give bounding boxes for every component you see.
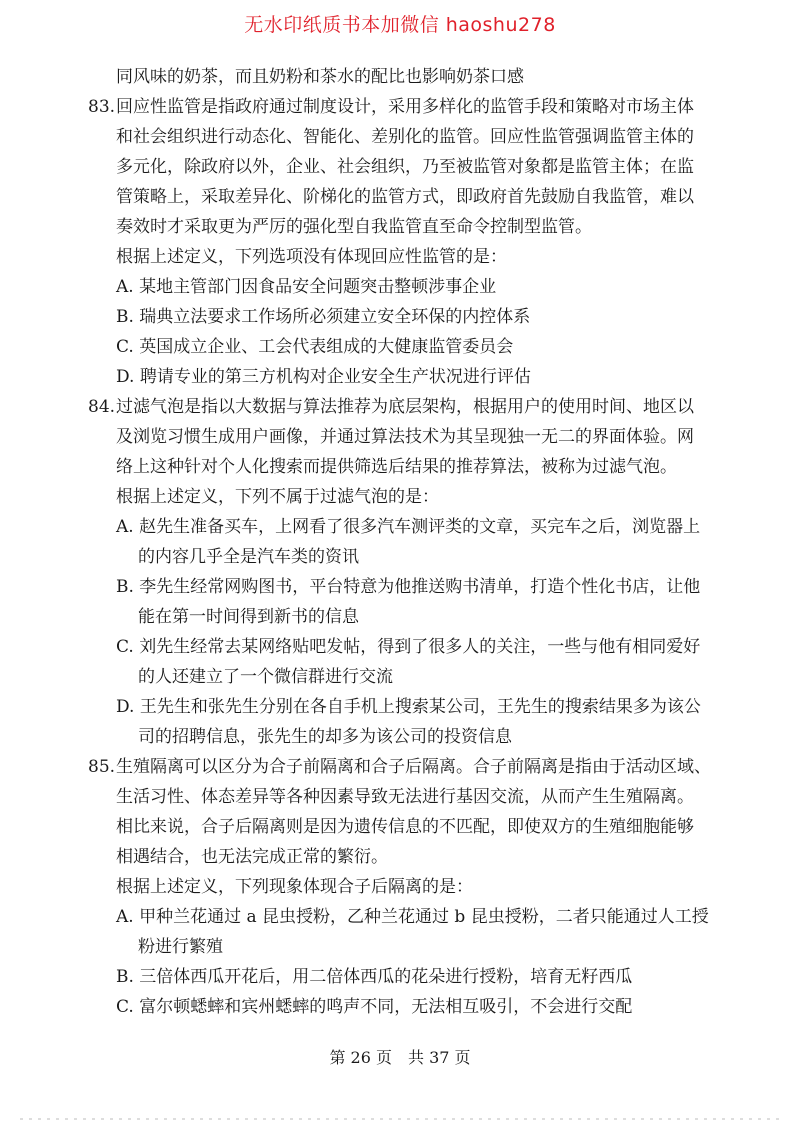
q83-text-line: 回应性监管是指政府通过制度设计，采用多样化的监管手段和策略对市场主体	[116, 97, 694, 117]
q84-option-b-cont: 能在第一时间得到新书的信息	[138, 607, 359, 627]
q84-option-d: D. 王先生和张先生分别在各自手机上搜索某公司，王先生的搜索结果多为该公	[116, 697, 701, 717]
q83-text-line: 多元化，除政府以外，企业、社会组织，乃至被监管对象都是监管主体；在监	[116, 157, 694, 177]
q84-option-d-cont: 司的招聘信息，张先生的却多为该公司的投资信息	[138, 727, 512, 747]
q85-text-line: 相遇结合，也无法完成正常的繁衍。	[116, 847, 388, 867]
question-number-83: 83.	[88, 97, 116, 117]
q84-text-line: 络上这种针对个人化搜索而提供筛选后结果的推荐算法，被称为过滤气泡。	[116, 457, 677, 477]
page-footer: 第 26 页 共 37 页	[329, 1048, 471, 1067]
q83-option-b: B. 瑞典立法要求工作场所必须建立安全环保的内控体系	[116, 307, 531, 327]
q83-option-c: C. 英国成立企业、工会代表组成的大健康监管委员会	[116, 337, 514, 357]
q85-option-a-cont: 粉进行繁殖	[138, 937, 223, 957]
q83-text-line: 奏效时才采取更为严厉的强化型自我监管直至命令控制型监管。	[116, 217, 592, 237]
q83-option-a: A. 某地主管部门因食品安全问题突击整顿涉事企业	[116, 277, 497, 297]
q84-prompt: 根据上述定义，下列不属于过滤气泡的是：	[116, 487, 439, 507]
question-number-85: 85.	[88, 757, 116, 777]
q85-option-a: A. 甲种兰花通过 a 昆虫授粉，乙种兰花通过 b 昆虫授粉，二者只能通过人工授	[116, 907, 709, 927]
q84-option-c-cont: 的人还建立了一个微信群进行交流	[138, 667, 393, 687]
q84-option-c: C. 刘先生经常去某网络贴吧发帖，得到了很多人的关注，一些与他有相同爱好	[116, 637, 701, 657]
q84-option-a: A. 赵先生准备买车，上网看了很多汽车测评类的文章，买完车之后，浏览器上	[116, 517, 701, 537]
question-number-84: 84.	[88, 397, 116, 417]
q84-text-line: 过滤气泡是指以大数据与算法推荐为底层架构，根据用户的使用时间、地区以	[116, 397, 694, 417]
q85-text-line: 生殖隔离可以区分为合子前隔离和合子后隔离。合子前隔离是指由于活动区域、	[116, 757, 711, 777]
carry-over-line: 同风味的奶茶，而且奶粉和茶水的配比也影响奶茶口感	[116, 67, 524, 87]
q83-text-line: 管策略上，采取差异化、阶梯化的监管方式，即政府首先鼓励自我监管，难以	[116, 187, 694, 207]
q85-option-c: C. 富尔顿蟋蟀和宾州蟋蟀的鸣声不同，无法相互吸引，不会进行交配	[116, 997, 633, 1017]
q85-text-line: 相比来说，合子后隔离则是因为遗传信息的不匹配，即使双方的生殖细胞能够	[116, 817, 694, 837]
q84-option-a-cont: 的内容几乎全是汽车类的资讯	[138, 547, 359, 567]
q84-option-b: B. 李先生经常网购图书，平台特意为他推送购书清单，打造个性化书店，让他	[116, 577, 701, 597]
q85-prompt: 根据上述定义，下列现象体现合子后隔离的是：	[116, 877, 473, 897]
watermark-text: 无水印纸质书本加微信 haoshu278	[244, 14, 556, 36]
scan-artifact-divider	[20, 1118, 780, 1120]
q85-text-line: 生活习性、体态差异等各种因素导致无法进行基因交流，从而产生生殖隔离。	[116, 787, 694, 807]
q85-option-b: B. 三倍体西瓜开花后，用二倍体西瓜的花朵进行授粉，培育无籽西瓜	[116, 967, 633, 987]
q83-option-d: D. 聘请专业的第三方机构对企业安全生产状况进行评估	[116, 367, 531, 387]
q83-prompt: 根据上述定义，下列选项没有体现回应性监管的是：	[116, 247, 507, 267]
q84-text-line: 及浏览习惯生成用户画像，并通过算法技术为其呈现独一无二的界面体验。网	[116, 427, 694, 447]
q83-text-line: 和社会组织进行动态化、智能化、差别化的监管。回应性监管强调监管主体的	[116, 127, 694, 147]
